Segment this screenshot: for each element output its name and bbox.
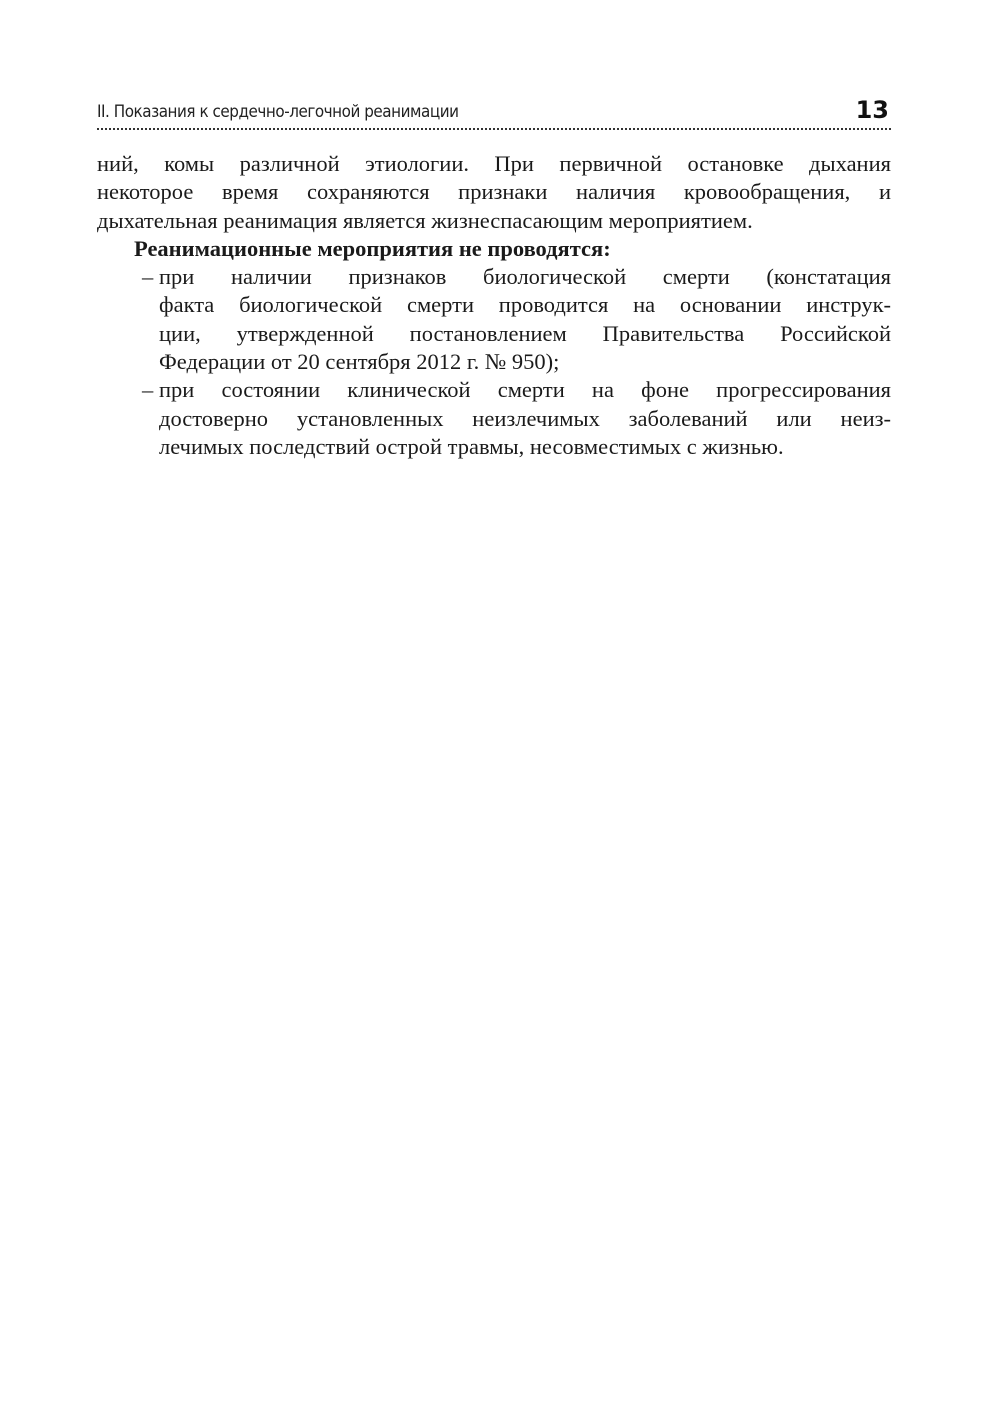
- list-item: [97, 263, 891, 376]
- paragraph: [97, 150, 891, 235]
- body-text: [97, 150, 891, 461]
- list-line: при состоянии клинической смерти на фоне прогрессирования: [159, 377, 891, 403]
- list-line: достоверно установленных неизлечимых заболеваний или неиз-: [159, 405, 891, 431]
- chapter-title: II. Показания к сердечно-легочной реанимации: [97, 102, 459, 121]
- list-line: при наличии признаков биологической смерти (констатация: [159, 264, 891, 290]
- header-dotted-rule: [97, 128, 891, 130]
- list-item: [97, 376, 891, 461]
- list-line: ции, утвержденной постановлением Правительства Российской: [159, 320, 891, 346]
- paragraph-line: дыхательная реанимация является жизнеспасающим мероприятием.: [97, 207, 753, 233]
- list-line: Федерации от 20 сентября 2012 г. № 950);: [159, 349, 560, 375]
- list-line: лечимых последствий острой травмы, несовместимых с жизнью.: [159, 433, 784, 459]
- page-number: 13: [855, 96, 889, 124]
- list-dash: –: [142, 377, 154, 403]
- list-dash: –: [142, 264, 154, 290]
- running-header: [97, 96, 891, 130]
- paragraph-line: некоторое время сохраняются признаки наличия кровообращения, и: [97, 179, 891, 205]
- list-line: факта биологической смерти проводится на основании инструк-: [159, 292, 891, 318]
- paragraph-line: ний, комы различной этиологии. При первичной остановке дыхания: [97, 151, 891, 176]
- subheading: Реанимационные мероприятия не проводятся:: [134, 235, 611, 261]
